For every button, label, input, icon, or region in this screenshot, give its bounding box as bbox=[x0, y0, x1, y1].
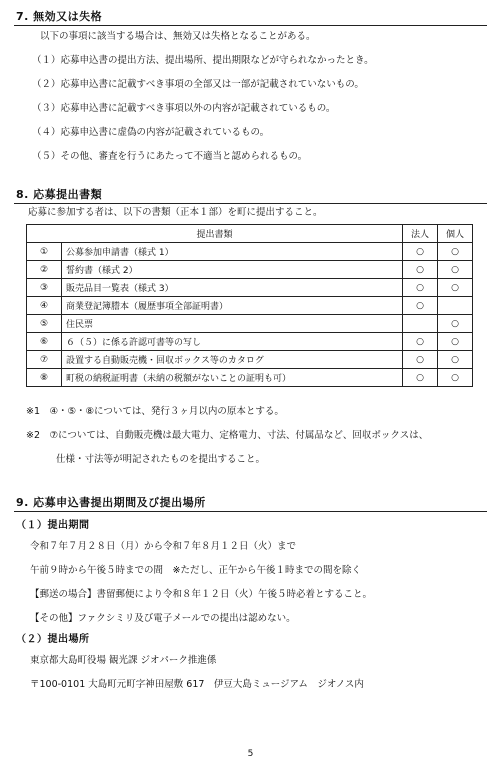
individual-mark: ○ bbox=[438, 243, 473, 261]
section-9-heading: 9. 応募申込書提出期間及び提出場所 bbox=[16, 496, 206, 509]
table-note-continued: 仕様・寸法等が明記されたものを提出すること。 bbox=[56, 454, 266, 465]
submission-period-line: 令和７年７月２８日（月）から令和７年８月１２日（火）まで bbox=[30, 541, 297, 552]
section-7-heading: 7. 無効又は失格 bbox=[16, 10, 103, 23]
table-note: ※1 ④・⑤・⑧については、発行３ヶ月以内の原本とする。 bbox=[26, 406, 284, 417]
row-number: ④ bbox=[27, 297, 62, 315]
individual-mark: ○ bbox=[438, 351, 473, 369]
section-7-item: （４）応募申込書に虚偽の内容が記載されているもの。 bbox=[32, 127, 270, 138]
table-row bbox=[27, 315, 473, 333]
header-corporation: 法人 bbox=[403, 225, 438, 243]
table-row bbox=[27, 261, 473, 279]
table-header-row bbox=[27, 225, 473, 243]
table-note: ※2 ⑦については、自動販売機は最大電力、定格電力、寸法、付属品など、回収ボックスは、 bbox=[26, 430, 429, 441]
page-number: 5 bbox=[247, 749, 254, 759]
table-row bbox=[27, 243, 473, 261]
individual-mark: ○ bbox=[438, 369, 473, 387]
corporation-mark: ○ bbox=[403, 369, 438, 387]
corporation-mark: ○ bbox=[403, 279, 438, 297]
row-number: ⑤ bbox=[27, 315, 62, 333]
individual-mark: ○ bbox=[438, 315, 473, 333]
section-7-item: （３）応募申込書に記載すべき事項以外の内容が記載されているもの。 bbox=[32, 103, 336, 114]
submission-period-line: 午前９時から午後５時までの間 ※ただし、正午から午後１時までの間を除く bbox=[30, 565, 361, 576]
document-name: 誓約書（様式 2） bbox=[62, 261, 403, 279]
corporation-mark bbox=[403, 315, 438, 333]
corporation-mark: ○ bbox=[403, 297, 438, 315]
row-number: ③ bbox=[27, 279, 62, 297]
document-name: 設置する自動販売機・回収ボックス等のカタログ bbox=[62, 351, 403, 369]
section-8-intro: 応募に参加する者は、以下の書類（正本１部）を町に提出すること。 bbox=[28, 207, 323, 218]
documents-table bbox=[26, 224, 473, 387]
submission-period-heading: （１）提出期間 bbox=[16, 520, 90, 531]
section-7-rule bbox=[14, 25, 487, 26]
document-name: 町税の納税証明書（未納の税額がないことの証明も可） bbox=[62, 369, 403, 387]
corporation-mark: ○ bbox=[403, 261, 438, 279]
section-8-rule bbox=[14, 203, 487, 204]
table-row bbox=[27, 369, 473, 387]
table-row bbox=[27, 351, 473, 369]
corporation-mark: ○ bbox=[403, 351, 438, 369]
header-individual: 個人 bbox=[438, 225, 473, 243]
row-number: ⑥ bbox=[27, 333, 62, 351]
row-number: ① bbox=[27, 243, 62, 261]
document-name: 公募参加申請書（様式 1） bbox=[62, 243, 403, 261]
corporation-mark: ○ bbox=[403, 333, 438, 351]
section-8-heading: 8. 応募提出書類 bbox=[16, 188, 103, 201]
row-number: ② bbox=[27, 261, 62, 279]
document-name: ６（５）に係る許認可書等の写し bbox=[62, 333, 403, 351]
table-row bbox=[27, 333, 473, 351]
document-name: 販売品目一覧表（様式 3） bbox=[62, 279, 403, 297]
row-number: ⑧ bbox=[27, 369, 62, 387]
corporation-mark: ○ bbox=[403, 243, 438, 261]
table-row bbox=[27, 297, 473, 315]
section-7-item: （２）応募申込書に記載すべき事項の全部又は一部が記載されていないもの。 bbox=[32, 79, 364, 90]
section-7-item: （５）その他、審査を行うにあたって不適当と認められるもの。 bbox=[32, 151, 308, 162]
header-documents: 提出書類 bbox=[27, 225, 403, 243]
submission-place-line: 〒100-0101 大島町元町字神田屋敷 617 伊豆大島ミュージアム ジオノス内 bbox=[30, 679, 364, 690]
individual-mark: ○ bbox=[438, 279, 473, 297]
individual-mark: ○ bbox=[438, 261, 473, 279]
individual-mark: ○ bbox=[438, 333, 473, 351]
submission-place-heading: （２）提出場所 bbox=[16, 634, 90, 645]
section-7-item: （１）応募申込書の提出方法、提出場所、提出期限などが守られなかったとき。 bbox=[32, 55, 374, 66]
submission-period-line: 【郵送の場合】書留郵便により令和８年１２日（火）午後５時必着とすること。 bbox=[30, 589, 373, 600]
section-7-intro: 以下の事項に該当する場合は、無効又は失格となることがある。 bbox=[40, 31, 316, 42]
row-number: ⑦ bbox=[27, 351, 62, 369]
document-name: 商業登記簿謄本（履歴事項全部証明書） bbox=[62, 297, 403, 315]
table-row bbox=[27, 279, 473, 297]
section-9-rule bbox=[14, 511, 487, 512]
individual-mark bbox=[438, 297, 473, 315]
submission-period-line: 【その他】ファクシミリ及び電子メールでの提出は認めない。 bbox=[30, 613, 296, 624]
submission-place-line: 東京都大島町役場 観光課 ジオパーク推進係 bbox=[30, 655, 217, 666]
document-name: 住民票 bbox=[62, 315, 403, 333]
